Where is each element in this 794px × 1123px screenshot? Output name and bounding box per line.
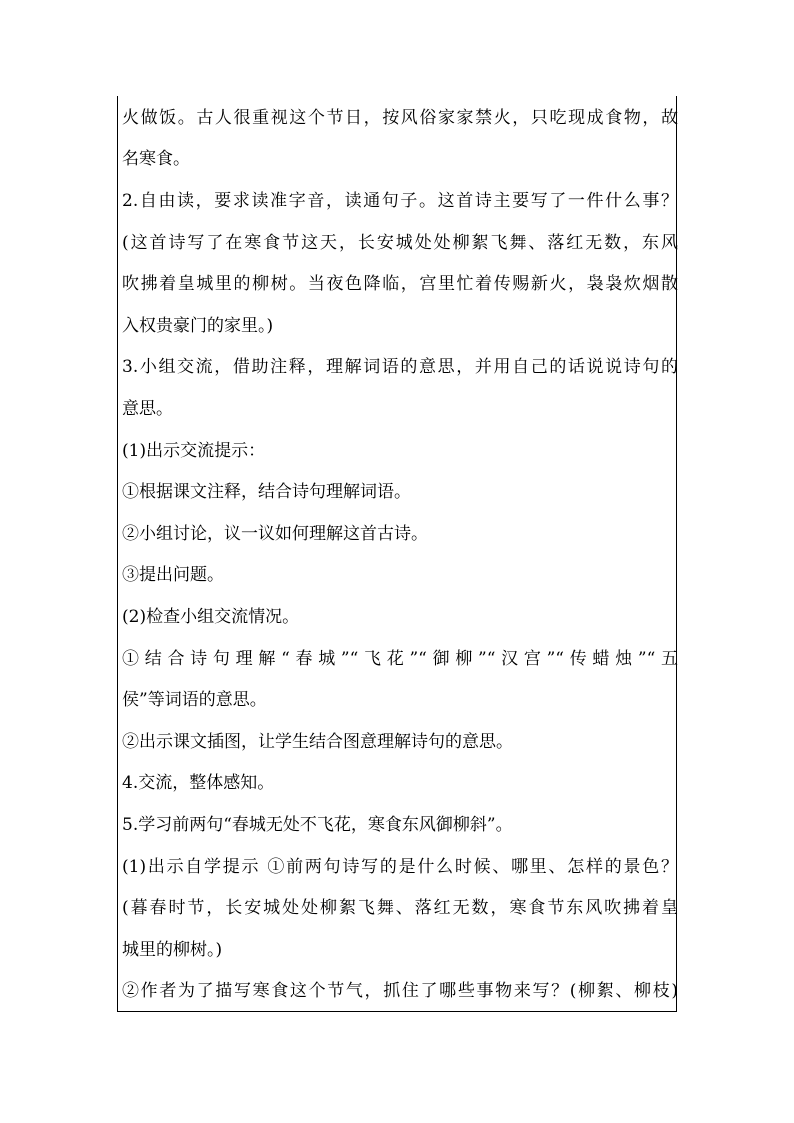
text-line-18: 5.学习前两句“春城无处不飞花，寒食东风御柳斜”。 [122,815,513,835]
text-line-13: (2)检查小组交流情况。 [122,607,300,627]
text-line-5: 吹拂着皇城里的柳树。当夜色降临，宫里忙着传赐新火，袅袅炊烟散 [122,274,678,294]
text-line-11: ②小组讨论，议一议如何理解这首古诗。 [122,524,428,544]
text-line-14: ①结合诗句理解“春城”“飞花”“御柳”“汉宫”“传蜡烛”“五 [122,649,678,669]
text-line-10: ①根据课文注释，结合诗句理解词语。 [122,482,411,502]
text-line-17: 4.交流，整体感知。 [122,773,275,793]
text-line-12: ③提出问题。 [122,565,224,585]
text-line-15: 侯”等词语的意思。 [122,690,267,710]
text-line-8: 意思。 [122,399,173,419]
text-line-9: (1)出示交流提示： [122,441,266,461]
text-line-3: 2.自由读，要求读准字音，读通句子。这首诗主要写了一件什么事？ [122,191,678,211]
text-line-7: 3.小组交流，借助注释，理解词语的意思，并用自己的话说说诗句的 [122,357,678,377]
text-line-16: ②出示课文插图，让学生结合图意理解诗句的意思。 [122,732,513,752]
text-line-19: (1)出示自学提示 ①前两句诗写的是什么时候、哪里、怎样的景色？ [122,857,678,877]
text-line-21: 城里的柳树。) [122,940,223,960]
text-line-20: (暮春时节，长安城处处柳絮飞舞、落红无数，寒食节东风吹拂着皇 [122,898,678,918]
text-line-4: (这首诗写了在寒食节这天，长安城处处柳絮飞舞、落红无数，东风 [122,233,678,253]
text-line-2: 名寒食。 [122,149,190,169]
text-line-6: 入权贵豪门的家里。) [122,316,274,336]
text-line-22: ②作者为了描写寒食这个节气，抓住了哪些事物来写？(柳絮、柳枝) [122,981,678,1001]
text-line-1: 火做饭。古人很重视这个节日，按风俗家家禁火，只吃现成食物，故 [122,108,678,128]
